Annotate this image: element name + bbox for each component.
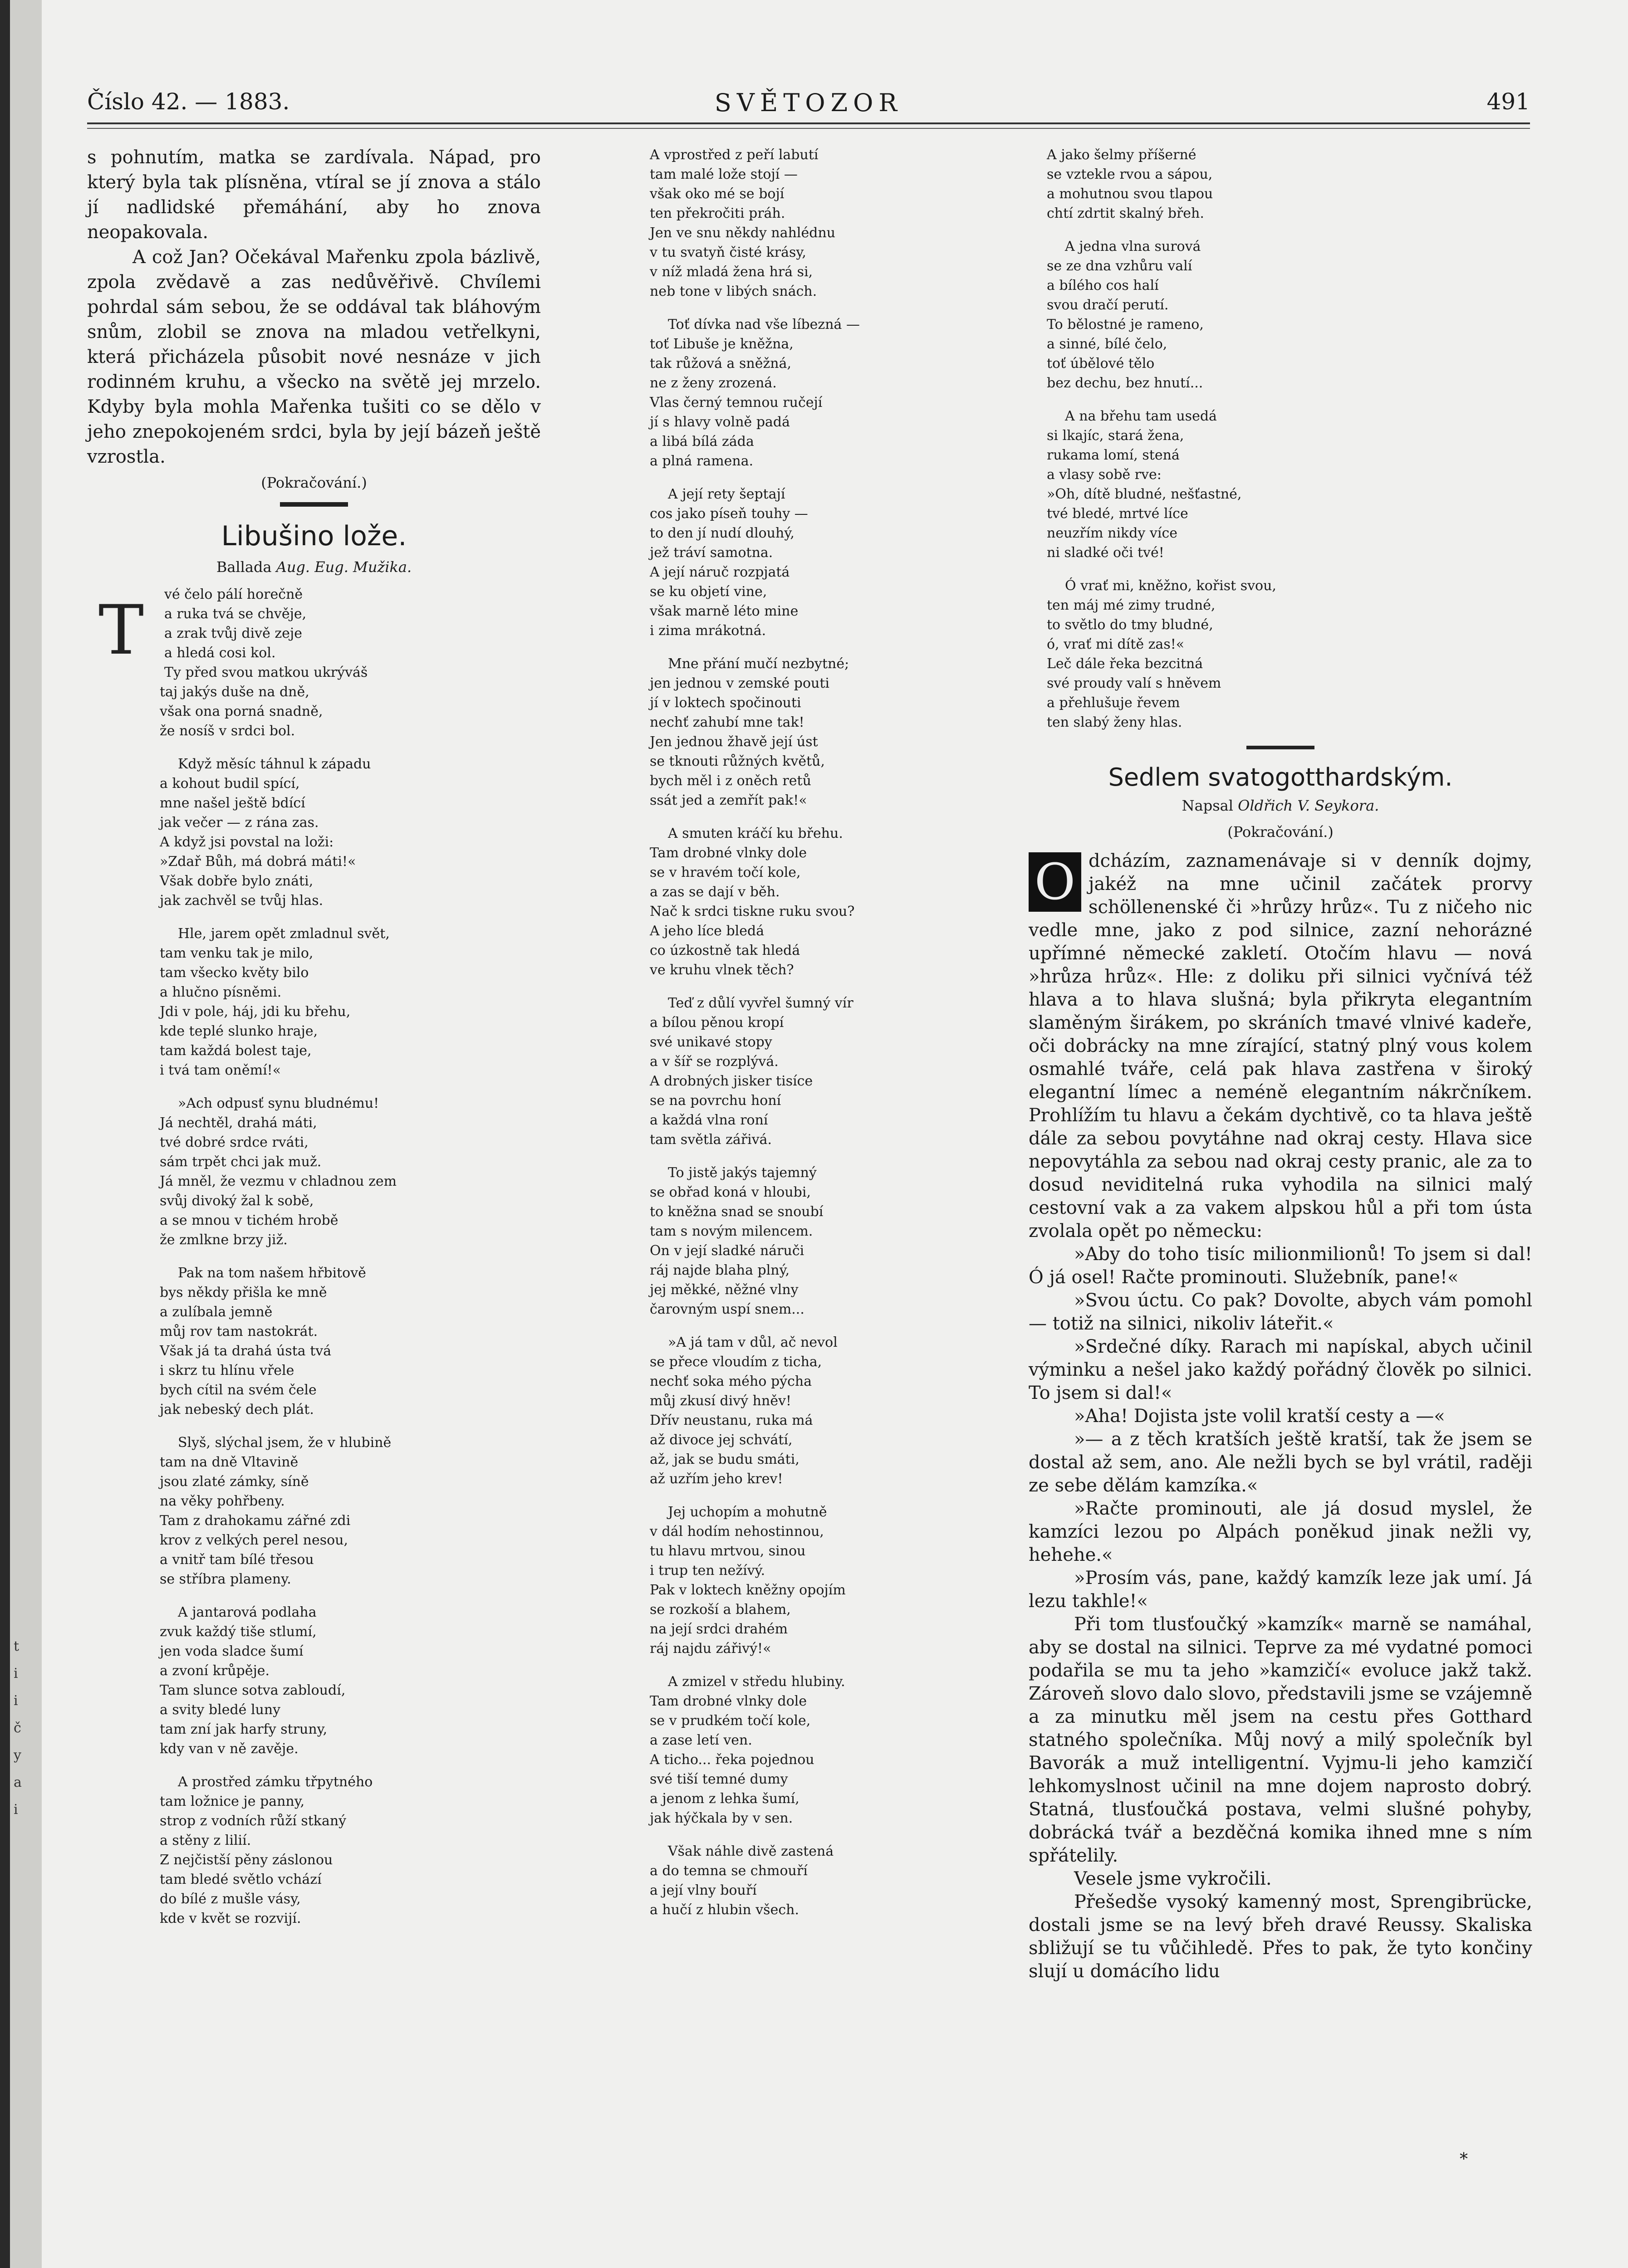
poem-byline <box>87 558 541 576</box>
verse-line: můj zkusí divý hněv! <box>650 1393 792 1409</box>
margin-letter: i <box>14 1802 18 1818</box>
verse-line: že nosíš v srdci bol. <box>160 723 295 739</box>
verse-line: rukama lomí, stená <box>1047 447 1180 463</box>
footnote-star: * <box>1460 2150 1468 2169</box>
verse-line: A drobných jisker tisíce <box>650 1073 813 1089</box>
stanza <box>650 993 940 1149</box>
verse-line: to den jí nudí dlouhý, <box>650 525 794 541</box>
article-body <box>1029 850 1532 1983</box>
section-separator <box>1246 746 1314 749</box>
verse-line: bych cítil na svém čele <box>160 1382 317 1398</box>
paragraph: »Račte prominouti, ale já dosud myslel, že kamzíci lezou po Alpách poněkud jinak nežli vy, hehehe.« <box>1029 1498 1532 1565</box>
verse-line: jej měkké, něžné vlny <box>650 1282 799 1298</box>
paragraph: »— a z těch kratších ještě kratší, tak že jsem se dostal až sem, ano. Ale nežli bych se byl vrátil, raději ze sebe dělám kamzíka.« <box>1029 1429 1532 1496</box>
verse-line: Teď z důlí vyvřel šumný vír <box>668 995 853 1011</box>
verse-line: On v její sladké náruči <box>650 1243 804 1259</box>
verse-line: a přehlušuje řevem <box>1047 695 1180 711</box>
verse-line: a stěny z lilií. <box>160 1833 251 1848</box>
header-rule-thin <box>87 128 1530 129</box>
verse-line: a kohout budil spící, <box>160 776 300 792</box>
verse-line: tam bledé světlo vchází <box>160 1872 322 1887</box>
verse-line: své tiší temné dumy <box>650 1771 788 1787</box>
section-separator <box>280 502 348 507</box>
poem-part-2 <box>641 145 940 1920</box>
verse-line: a hlučno písněmi. <box>160 984 282 1000</box>
verse-line: neb tone v libých snách. <box>650 284 817 299</box>
verse-line: tam s novým milencem. <box>650 1223 813 1239</box>
verse-line: krov z velkých perel nesou, <box>160 1532 348 1548</box>
verse-line: Tam drobné vlnky dole <box>650 845 807 861</box>
continued-note: (Pokračování.) <box>261 474 367 491</box>
stanza <box>160 1433 541 1589</box>
verse-line: se v prudkém točí kole, <box>650 1713 811 1729</box>
verse-line: ó, vrať mi dítě zas!« <box>1047 636 1185 652</box>
verse-line: a libá bílá záda <box>650 434 754 450</box>
verse-line: tam venku tak je milo, <box>160 945 314 961</box>
stanza <box>1047 406 1532 562</box>
verse-line: a ruka tvá se chvěje, <box>164 606 307 622</box>
stanza <box>1047 145 1532 223</box>
verse-line: Dřív neustanu, ruka má <box>650 1413 813 1428</box>
verse-line: se na povrchu honí <box>650 1093 781 1109</box>
verse-line: i zima mrákotná. <box>650 623 766 639</box>
verse-line: Tam slunce sotva zabloudí, <box>160 1682 346 1698</box>
verse-line: Pak v loktech kněžny opojím <box>650 1582 846 1598</box>
verse-line: jí s hlavy volně padá <box>650 414 790 430</box>
verse-line: až uzřím jeho krev! <box>650 1471 783 1487</box>
poem-title: Libušino lože. <box>221 520 407 552</box>
verse-line: až divoce jej schvátí, <box>650 1432 793 1448</box>
margin-letter: a <box>14 1774 22 1790</box>
verse-line: neuzřím nikdy více <box>1047 525 1178 541</box>
verse-line: Leč dále řeka bezcitná <box>1047 656 1203 672</box>
verse-line: Slyš, slýchal jsem, že v hlubině <box>178 1435 392 1451</box>
verse-line: bez dechu, bez hnutí... <box>1047 375 1203 391</box>
verse-line: Ó vrať mi, kněžno, kořist svou, <box>1065 578 1276 594</box>
verse-line: tak růžová a sněžná, <box>650 356 791 371</box>
verse-line: Já mněl, že vezmu v chladnou zem <box>160 1173 397 1189</box>
verse-line: a zas se dají v běh. <box>650 884 780 900</box>
journal-title: SVĚTOZOR <box>714 88 903 117</box>
verse-line: Nač k srdci tiskne ruku svou? <box>650 904 855 919</box>
verse-line: a do temna se chmouří <box>650 1863 808 1879</box>
verse-line: bys někdy přišla ke mně <box>160 1285 327 1300</box>
verse-line: ssát jed a zemřít pak!« <box>650 792 807 808</box>
verse-line: a hledá cosi kol. <box>164 645 276 661</box>
verse-line: se přece vloudím z ticha, <box>650 1354 822 1370</box>
verse-line: jak zachvěl se tvůj hlas. <box>160 893 324 909</box>
verse-line: A její náruč rozpjatá <box>650 564 790 580</box>
paragraph: »Srdečné díky. Rarach mi napískal, abych učinil výminku a nešel jako každý pořádný člověk po silnici. To jsem si dal!« <box>1029 1336 1532 1403</box>
column-3 <box>1029 145 1532 1983</box>
stanza <box>650 1333 940 1489</box>
verse-line: kdy van v ně zavěje. <box>160 1741 299 1757</box>
verse-line: a vlasy sobě rve: <box>1047 467 1162 483</box>
verse-line: jak hýčkala by v sen. <box>650 1810 793 1826</box>
verse-line: svou dračí perutí. <box>1047 297 1169 313</box>
verse-line: Tam z drahokamu zářné zdi <box>160 1513 351 1529</box>
verse-line: chtí zdrtit skalný břeh. <box>1047 205 1204 221</box>
verse-line: A její rety šeptají <box>668 486 785 502</box>
verse-line: To bělostné je rameno, <box>1047 317 1204 332</box>
stanza <box>650 1842 940 1920</box>
verse-line: a mohutnou svou tlapou <box>1047 186 1213 202</box>
paragraph: Přešedše vysoký kamenný most, Sprengibrücke, dostali jsme se na levý břeh dravé Reussy. Skaliska sbližují se tu vůčihledě. Přes to pak, že tyto končiny slují u domácího lidu <box>1029 1892 1532 1982</box>
stanza <box>650 654 940 810</box>
verse-line: to světlo do tmy bludné, <box>1047 617 1213 633</box>
verse-line: Vlas černý temnou ručejí <box>650 395 823 411</box>
verse-line: své proudy valí s hněvem <box>1047 675 1221 691</box>
verse-line: a zulíbala jemně <box>160 1304 273 1320</box>
verse-line: a se mnou v tichém hrobě <box>160 1212 338 1228</box>
verse-line: strop z vodních růží stkaný <box>160 1813 347 1829</box>
paragraph: »Svou úctu. Co pak? Dovolte, abych vám pomohl — totiž na silnici, nikoliv láteřit.« <box>1029 1290 1532 1334</box>
page <box>42 0 1628 2268</box>
verse-line: na věky pohřbeny. <box>160 1493 285 1509</box>
verse-line: své unikavé stopy <box>650 1034 772 1050</box>
stanza <box>1047 237 1532 393</box>
verse-line: Jen jednou žhavě její úst <box>650 734 818 750</box>
stanza <box>650 145 940 301</box>
verse-line: ten slabý ženy hlas. <box>1047 714 1182 730</box>
verse-line: i skrz tu hlínu vřele <box>160 1363 294 1378</box>
novel-continuation <box>87 145 541 469</box>
paragraph: A což Jan? Očekával Mařenku zpola bázlivě, zpola zvědavě a zas nedůvěřivě. Chvílemi pohrdal sám sebou, že se oddával tak bláhovým snům, zlobil se znova na mladou vetřelkyni, která přicházela působit nové nesnáze v jich rodinném kruhu, a všecko na světě jej mrzelo. Kdyby byla mohla Mařenka tušiti co se dělo v jeho znepokojeném srdci, byla by její bázeň ještě vzrostla. <box>87 247 541 467</box>
verse-line: A smuten kráčí ku břehu. <box>668 826 843 841</box>
verse-line: se ze dna vzhůru valí <box>1047 258 1192 274</box>
verse-line: svůj divoký žal k sobě, <box>160 1193 314 1209</box>
verse-line: Mne přání mučí nezbytné; <box>668 656 849 672</box>
margin-letter: y <box>14 1747 21 1763</box>
verse-line: až, jak se budu smáti, <box>650 1452 799 1467</box>
verse-line: ni sladké oči tvé! <box>1047 545 1164 561</box>
verse-line: sám trpět chci jak muž. <box>160 1154 322 1170</box>
verse-line: tvé dobré srdce rváti, <box>160 1134 309 1150</box>
verse-line: tam každá bolest taje, <box>160 1043 312 1059</box>
stanza <box>160 1603 541 1759</box>
verse-line: a vnitř tam bílé třesou <box>160 1552 314 1568</box>
verse-line: jen voda sladce šumí <box>160 1643 304 1659</box>
stanza <box>160 1263 541 1419</box>
verse-line: a sinné, bílé čelo, <box>1047 336 1167 352</box>
margin-letter: i <box>14 1693 18 1709</box>
verse-line: zvuk každý tiše stlumí, <box>160 1624 317 1640</box>
paragraph: Při tom tlusťoučký »kamzík« marně se namáhal, aby se dostal na silnici. Teprve za mé vydatné pomoci podařila se mu ta jeho »kamzičí« evoluce jakž takž. Zároveň slovo dalo slovo, představili jsme se vzájemně a za minutku měl jsem na cestu přes Gotthard statného společníka. Můj nový a milý společník byl Bavorák a muž intelligentní. Vyjmu-li jeho kamzičí lehkomyslnost učinil na mne dojem naprosto dobrý. Statná, tlusťoučká postava, velmi slušné pohyby, dobrácká tvář a bezděčná komika ihned mne s ním spřátelily. <box>1029 1614 1532 1866</box>
verse-line: Hle, jarem opět zmladnul svět, <box>178 926 390 942</box>
verse-line: a svity bledé luny <box>160 1702 281 1718</box>
article-author: Oldřich V. Seykora. <box>1238 797 1379 814</box>
verse-line: To jistě jakýs tajemný <box>668 1165 817 1181</box>
verse-line: toť úbělové tělo <box>1047 356 1155 371</box>
stanza <box>650 1672 940 1828</box>
verse-line: nechť soka mého pýcha <box>650 1374 812 1389</box>
verse-line: tam malé lože stojí — <box>650 166 798 182</box>
verse-line: ve kruhu vlnek těch? <box>650 962 794 978</box>
verse-line: i trup ten nežívý. <box>650 1563 765 1579</box>
verse-line: se vztekle rvou a sápou, <box>1047 166 1213 182</box>
paragraph: »Aby do toho tisíc milionmilionů! To jsem si dal! Ó já osel! Račte prominouti. Služebník, pane!« <box>1029 1244 1532 1288</box>
verse-line: však marně léto mine <box>650 603 799 619</box>
stanza <box>160 585 541 741</box>
paragraph: »Aha! Dojista jste volil kratší cesty a —« <box>1074 1406 1445 1427</box>
verse-line: ten máj mé zimy trudné, <box>1047 597 1216 613</box>
ornamental-initial: T <box>98 591 144 670</box>
verse-line: a hučí z hlubin všech. <box>650 1902 799 1918</box>
verse-line: A jeho líce bledá <box>650 923 765 939</box>
page-number: 491 <box>1486 88 1530 115</box>
article-title: Sedlem svatogotthardským. <box>1108 763 1453 792</box>
verse-line: ráj najdu zářivý!« <box>650 1641 771 1657</box>
poem-part-1 <box>87 585 541 1928</box>
verse-line: jí v loktech spočinouti <box>650 695 801 711</box>
stanza <box>650 1163 940 1319</box>
verse-line: si lkajíc, stará žena, <box>1047 428 1184 444</box>
stanza <box>650 824 940 980</box>
binding-strip <box>0 0 42 2268</box>
paragraph: »Prosím vás, pane, každý kamzík leze jak umí. Já lezu takhle!« <box>1029 1568 1532 1612</box>
continued-note: (Pokračování.) <box>1227 823 1334 841</box>
verse-line: tam ložnice je panny, <box>160 1794 305 1809</box>
verse-line: Jen ve snu někdy nahlédnu <box>650 225 836 241</box>
verse-line: se v hravém točí kole, <box>650 865 801 880</box>
ornamental-initial: O <box>1029 852 1081 912</box>
margin-letter: i <box>14 1666 18 1681</box>
verse-line: však oko mé se bojí <box>650 186 785 202</box>
verse-line: »Oh, dítě bludné, nešťastné, <box>1047 486 1242 502</box>
verse-line: a jenom z lehka šumí, <box>650 1791 799 1807</box>
paragraph: Vesele jsme vykročili. <box>1074 1868 1272 1889</box>
stanza <box>160 1772 541 1928</box>
stanza <box>160 924 541 1080</box>
stanza <box>1047 576 1532 732</box>
verse-line: jen jednou v zemské pouti <box>650 675 830 691</box>
stanza <box>650 484 940 640</box>
verse-line: A jantarová podlaha <box>178 1604 317 1620</box>
verse-line: vé čelo pálí horečně <box>164 587 303 602</box>
stanza <box>650 1502 940 1658</box>
verse-line: jež tráví samotna. <box>650 545 773 561</box>
verse-line: tu hlavu mrtvou, sinou <box>650 1543 806 1559</box>
verse-line: a její vlny bouří <box>650 1882 757 1898</box>
verse-line: do bílé z mušle vásy, <box>160 1891 301 1907</box>
verse-line: a zrak tvůj divě zeje <box>164 626 302 641</box>
verse-line: A jedna vlna surová <box>1065 239 1201 254</box>
verse-line: se stříbra plameny. <box>160 1571 291 1587</box>
verse-line: taj jakýs duše na dně, <box>160 684 309 700</box>
header-rule <box>87 122 1530 124</box>
verse-line: a plná ramena. <box>650 453 754 469</box>
verse-line: a zvoní krůpěje. <box>160 1663 270 1679</box>
margin-letter: t <box>14 1638 20 1654</box>
column-2 <box>641 145 940 1933</box>
byline-prefix: Napsal <box>1182 797 1233 814</box>
verse-line: Já nechtěl, drahá máti, <box>160 1115 317 1131</box>
verse-line: Když měsíc táhnul k západu <box>178 756 371 772</box>
verse-line: Toť dívka nad vše líbezná — <box>668 317 860 332</box>
verse-line: že zmlkne brzy již. <box>160 1232 288 1248</box>
verse-line: v dál hodím nehostinnou, <box>650 1524 824 1540</box>
verse-line: Jej uchopím a mohutně <box>668 1504 827 1520</box>
verse-line: a bílou pěnou kropí <box>650 1015 784 1031</box>
verse-line: cos jako píseň touhy — <box>650 506 808 522</box>
verse-line: Ty před svou matkou ukrýváš <box>164 665 368 680</box>
verse-line: nechť zahubí mne tak! <box>650 714 804 730</box>
issue-number: Číslo 42. — 1883. <box>87 88 290 115</box>
verse-line: »Zdař Bůh, má dobrá máti!« <box>160 854 356 870</box>
column-1 <box>87 145 541 1942</box>
verse-line: »Ach odpusť synu bludnému! <box>178 1095 379 1111</box>
verse-line: na její srdci drahém <box>650 1621 788 1637</box>
verse-line: jsou zlaté zámky, síně <box>160 1474 309 1490</box>
verse-line: co úzkostně tak hledá <box>650 943 800 958</box>
stanza <box>160 754 541 910</box>
binding-edge <box>0 0 10 2268</box>
margin-letter: č <box>14 1720 21 1736</box>
verse-line: se tknouti růžných květů, <box>650 753 825 769</box>
verse-line: i tvá tam oněmí!« <box>160 1062 281 1078</box>
verse-line: a v šíř se rozplývá. <box>650 1054 779 1070</box>
verse-line: a každá vlna roní <box>650 1112 768 1128</box>
verse-line: bych měl i z oněch retů <box>650 773 811 789</box>
verse-line: A zmizel v středu hlubiny. <box>668 1674 845 1690</box>
byline-prefix: Ballada <box>216 558 272 576</box>
verse-line: však ona porná snadně, <box>160 704 323 719</box>
verse-line: a zase letí ven. <box>650 1732 752 1748</box>
poem-author: Aug. Eug. Mužika. <box>276 558 412 576</box>
verse-line: se ku objetí vine, <box>650 584 767 600</box>
verse-line: toť Libuše je kněžna, <box>650 336 794 352</box>
stanza <box>650 315 940 471</box>
verse-line: se rozkoší a blahem, <box>650 1602 791 1618</box>
verse-line: kde v květ se rozvijí. <box>160 1911 301 1926</box>
verse-line: můj rov tam nastokrát. <box>160 1324 318 1339</box>
verse-line: jak nebeský dech plát. <box>160 1402 314 1418</box>
paragraph: dcházím, zaznamenávaje si v denník dojmy, jakéž na mne učinil začátek prorvy schöllenenské či »hrůzy hrůz«. Tu z ničeho nic vedle mne, jako z pod silnice, zazní nehorázné upřímné německé zakletí. Otočím hlavu — nová »hrůza hrůz«. Hle: z doliku při silnici vyčnívá též hlava a to hlava slušná; byla přikryta elegantním slaměným širákem, po skráních tmavé vlnivé kadeře, oči dobrácky na mne zírající, statný plný vous kolem osmahlé tváře, celá pak hlava zastřena v široký elegantní límec a neméně elegantním nákrčníkem. Prohlížím tu hlavu a čekám dychtivě, co ta hlava ještě dále za sebou povytáhne nad okraj cesty. Hlava sice nepovytáhla za sebou nad okraj cesty pranic, ale za to dosud neviditelná ruka vyhodila na silnici malý cestovní vak a za vakem alpskou hůl a při tom ústa zvolala opět po německu: <box>1029 850 1532 1242</box>
verse-line: tam zní jak harfy struny, <box>160 1721 328 1737</box>
verse-line: Však náhle divě zastená <box>668 1843 834 1859</box>
adjacent-page-marks <box>14 1633 22 1823</box>
verse-line: A na břehu tam usedá <box>1065 408 1217 424</box>
verse-line: tam světla zářivá. <box>650 1132 772 1148</box>
verse-line: to kněžna snad se snoubí <box>650 1204 824 1220</box>
verse-line: Pak na tom našem hřbitově <box>178 1265 366 1281</box>
verse-line: A vprostřed z peří labutí <box>650 147 819 163</box>
verse-line: Však já ta drahá ústa tvá <box>160 1343 332 1359</box>
verse-line: Z nejčistší pěny záslonou <box>160 1852 333 1868</box>
verse-line: mne našel ještě bdící <box>160 795 305 811</box>
article-byline <box>1029 797 1532 814</box>
verse-line: se obřad koná v hloubi, <box>650 1184 811 1200</box>
verse-line: ten překročiti práh. <box>650 205 785 221</box>
verse-line: tam na dně Vltavině <box>160 1454 299 1470</box>
stanza <box>160 1094 541 1250</box>
verse-line: Tam drobné vlnky dole <box>650 1693 807 1709</box>
verse-line: čarovným uspí snem... <box>650 1301 804 1317</box>
verse-line: tvé bledé, mrtvé líce <box>1047 506 1188 522</box>
verse-line: tam všecko květy bilo <box>160 965 309 981</box>
verse-line: A když jsi povstal na loži: <box>160 834 334 850</box>
paragraph: s pohnutím, matka se zardívala. Nápad, pro který byla tak plísněna, vtíral se jí znova a stálo jí nadlidské přemáhání, aby ho znova neopakovala. <box>87 147 541 243</box>
verse-line: Však dobře bylo znáti, <box>160 873 314 889</box>
verse-line: jak večer — z rána zas. <box>160 815 319 831</box>
verse-line: v níž mladá žena hrá si, <box>650 264 813 280</box>
verse-line: »A já tam v důl, ač nevol <box>668 1334 838 1350</box>
verse-line: A prostřed zámku třpytného <box>178 1774 373 1790</box>
verse-line: v tu svatyň čisté krásy, <box>650 244 806 260</box>
verse-line: ráj najde blaha plný, <box>650 1262 790 1278</box>
verse-line: A ticho... řeka pojednou <box>650 1752 814 1768</box>
verse-line: kde teplé slunko hraje, <box>160 1023 318 1039</box>
poem-part-3 <box>1029 145 1532 732</box>
verse-line: A jako šelmy příšerné <box>1047 147 1196 163</box>
verse-line: Jdi v pole, háj, jdi ku břehu, <box>160 1004 351 1020</box>
verse-line: a bílého cos halí <box>1047 278 1159 293</box>
verse-line: ne z ženy zrozená. <box>650 375 777 391</box>
